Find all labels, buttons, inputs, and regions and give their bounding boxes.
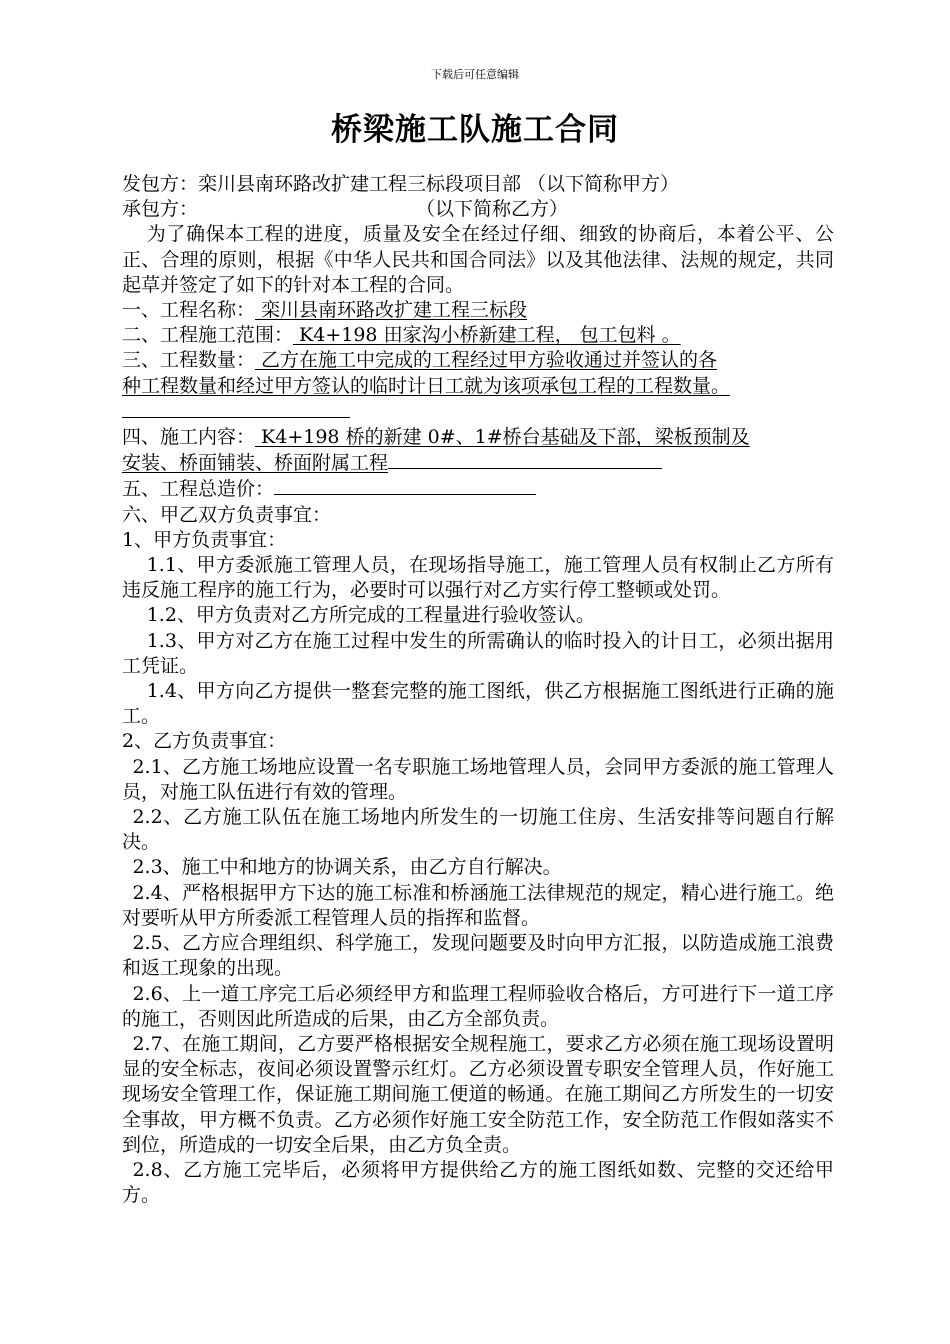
duty-item: 2.7、在施工期间，乙方要严格根据安全规程施工，要求乙方必须在施工现场设置明显的安全标志，夜间必须设置警示红灯。乙方必须设置专职安全管理人员，作好施工现场安全管理工作，保证施工期间施工便道的畅通。在施工期间乙方所发生的一切安全事故，甲方概不负责。乙方必须作好施工安全防范工作，安全防范工作假如落实不到位，所造成的一切安全后果，由乙方负全责。	[122, 1032, 834, 1156]
duty-item: 1.1、甲方委派施工管理人员，在现场指导施工，施工管理人员有权制止乙方所有违反施工程序的施工行为，必要时可以强行对乙方实行停工整顿或处罚。	[122, 554, 834, 602]
quantity-value-line1: 乙方在施工中完成的工程经过甲方验收通过并签认的各	[255, 349, 718, 372]
party-a-value: 栾川县南环路改扩建工程三标段项目部 （以下简称甲方）	[198, 173, 680, 195]
section-quantity	[122, 348, 834, 373]
duty-item: 2.8、乙方施工完毕后，必须将甲方提供给乙方的施工图纸如数、完整的交还给甲方。	[122, 1158, 834, 1207]
section-quantity-cont	[122, 374, 834, 399]
party-b-line	[122, 197, 834, 222]
quantity-blank-line	[122, 399, 834, 425]
duty-item: 2.2、乙方施工队伍在施工场地内所发生的一切施工住房、生活安排等问题自行解决。	[122, 806, 834, 854]
section-label: 二、工程施工范围：	[122, 324, 294, 347]
section-label: 三、工程数量：	[122, 349, 256, 372]
quantity-value-line2: 种工程数量和经过甲方签认的临时计日工就为该项承包工程的工程数量。	[122, 374, 731, 397]
party-b-label: 承包方：	[122, 198, 199, 221]
project-name-value: 栾川县南环路改扩建工程三标段	[255, 299, 528, 322]
blank-line	[388, 450, 662, 469]
header-note: 下载后可任意编辑	[431, 68, 519, 81]
intro-paragraph: 为了确保本工程的进度，质量及安全在经过仔细、细致的协商后，本着公平、公正、合理的原则，根据《中华人民共和国合同法》以及其他法律、法规的规定，共同起草并签定了如下的针对本工程的合同。	[122, 223, 834, 296]
duty-item: 2.5、乙方应合理组织、科学施工，发现问题要及时向甲方汇报，以防造成施工浪费和返工现象的出现。	[122, 932, 834, 980]
section-label: 四、施工内容：	[122, 426, 256, 449]
scope-value: K4+198 田家沟小桥新建工程， 包工包料 。	[293, 324, 681, 347]
party-a-duties-heading: 1、甲方负责事宜：	[122, 528, 287, 551]
duty-item: 1.4、甲方向乙方提供一整套完整的施工图纸，供乙方根据施工图纸进行正确的施工。	[122, 680, 834, 728]
section-project-name	[122, 298, 834, 323]
party-a-label: 发包方：	[122, 173, 199, 195]
contract-body	[122, 172, 834, 1208]
party-b-duties-heading: 2、乙方负责事宜：	[122, 730, 287, 753]
blank-line	[122, 399, 350, 418]
duty-item: 2.1、乙方施工场地应设置一名专职施工场地管理人员，会同甲方委派的施工管理人员，对施工队伍进行有效的管理。	[122, 755, 834, 803]
section-content	[122, 425, 834, 450]
duty-item: 2.3、施工中和地方的协调关系，由乙方自行解决。	[132, 856, 562, 879]
total-price-blank	[274, 476, 536, 495]
section-label: 五、工程总造价：	[122, 478, 275, 501]
duty-item: 1.3、甲方对乙方在施工过程中发生的所需确认的临时投入的计日工，必须出据用工凭证。	[122, 629, 834, 677]
section-content-cont	[122, 450, 834, 476]
section-total-price	[122, 476, 834, 502]
duty-item: 2.4、严格根据甲方下达的施工标准和桥涵施工法律规范的规定，精心进行施工。绝对要听从甲方所委派工程管理人员的指挥和监督。	[122, 881, 834, 929]
duty-item: 2.6、上一道工序完工后必须经甲方和监理工程师验收合格后，方可进行下一道工序的施工，否则因此所造成的后果，由乙方全部负责。	[122, 982, 834, 1030]
section-scope	[122, 323, 834, 348]
party-a-line	[122, 172, 834, 197]
section-duties: 六、甲乙双方负责事宜：	[122, 503, 332, 526]
duty-item: 1.2、甲方负责对乙方所完成的工程量进行验收签认。	[146, 604, 595, 627]
party-b-suffix: （以下简称乙方）	[416, 198, 569, 221]
section-label: 一、工程名称：	[122, 299, 256, 322]
content-value-line2: 安装、桥面铺装、桥面附属工程	[122, 452, 389, 475]
content-value-line1: K4+198 桥的新建 0#、1#桥台基础及下部，梁板预制及	[255, 426, 750, 449]
document-title: 桥梁施工队施工合同	[331, 112, 619, 148]
